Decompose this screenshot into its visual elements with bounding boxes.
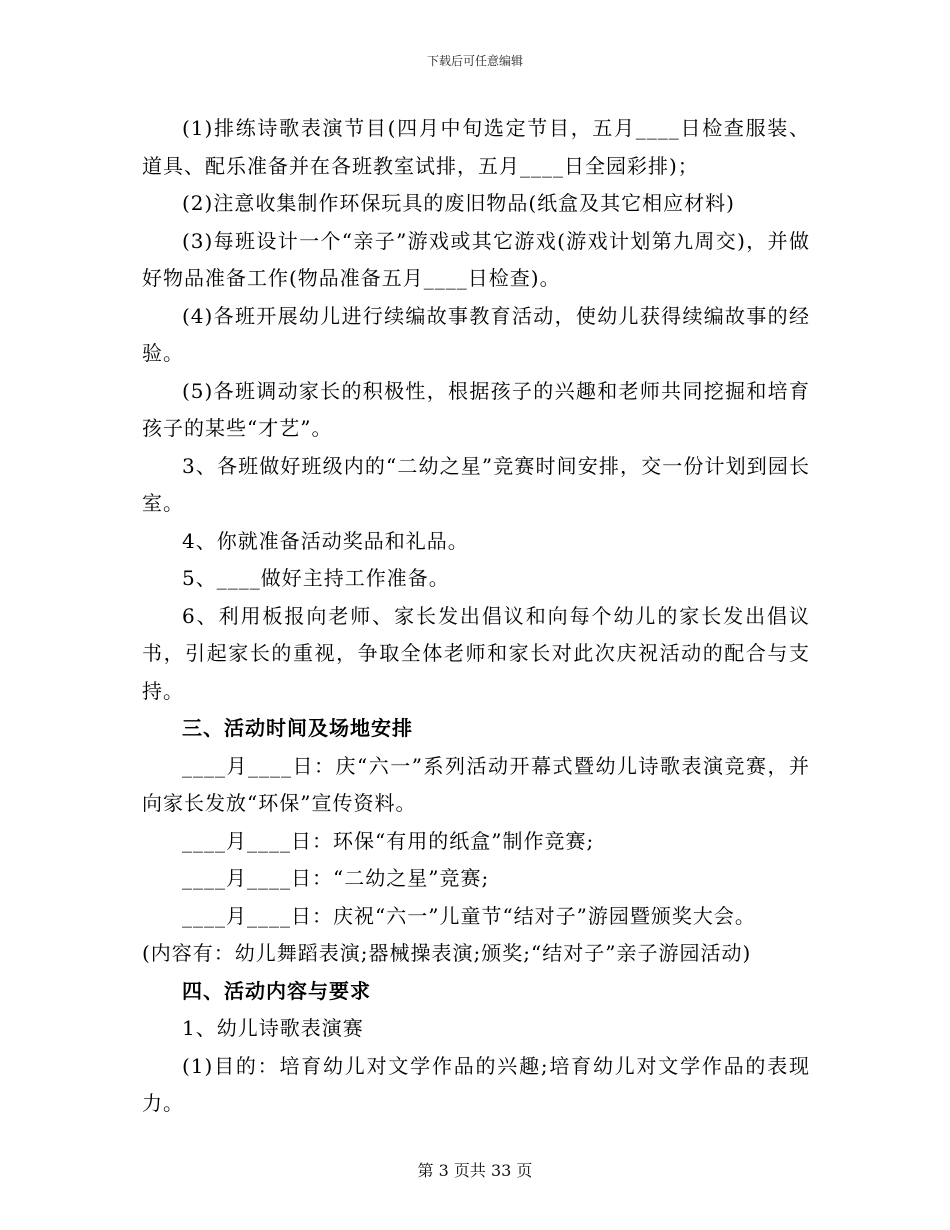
section-heading-content: 四、活动内容与要求 xyxy=(182,978,371,1003)
paragraph-purpose: (1)目的：培育幼儿对文学作品的兴趣;培育幼儿对文学作品的表现力。 xyxy=(142,1053,810,1115)
section-heading-schedule: 三、活动时间及场地安排 xyxy=(182,716,413,740)
paragraph-host: 5、____做好主持工作准备。 xyxy=(182,566,450,590)
schedule-item-star: ____月____日：“二幼之星”竞赛; xyxy=(182,866,490,890)
paragraph-poetry-contest: 1、幼儿诗歌表演赛 xyxy=(182,1016,364,1040)
page-footer: 第 3 页共 33 页 xyxy=(417,1161,533,1180)
schedule-item-carton: ____月____日：环保“有用的纸盒”制作竞赛; xyxy=(182,828,595,853)
schedule-item-contents: (内容有：幼儿舞蹈表演;器械操表演;颁奖;“结对子”亲子游园活动) xyxy=(142,941,752,965)
paragraph-prizes: 4、你就准备活动奖品和礼品。 xyxy=(182,528,469,553)
paragraph-parent-child-game: (3)每班设计一个“亲子”游戏或其它游戏(游戏计划第九周交)，并做好物品准备工作(物品准备五月____日检查)。 xyxy=(142,228,810,290)
paragraph-parent-talent: (5)各班调动家长的积极性，根据孩子的兴趣和老师共同挖掘和培育孩子的某些“才艺”。 xyxy=(142,378,810,440)
paragraph-rehearsal: (1)排练诗歌表演节目(四月中旬选定节目，五月____日检查服装、道具、配乐准备并在各班教室试排，五月____日全园彩排)； xyxy=(142,116,810,178)
document-body xyxy=(142,110,810,1123)
paragraph-star-competition: 3、各班做好班级内的“二幼之星”竞赛时间安排，交一份计划到园长室。 xyxy=(142,453,810,515)
paragraph-proposal: 6、利用板报向老师、家长发出倡议和向每个幼儿的家长发出倡议书，引起家长的重视，争取全体老师和家长对此次庆祝活动的配合与支持。 xyxy=(142,603,810,703)
schedule-item-celebration: ____月____日：庆祝“六一”儿童节“结对子”游园暨颁奖大会。 xyxy=(182,903,756,928)
paragraph-story-activity: (4)各班开展幼儿进行续编故事教育活动，使幼儿获得续编故事的经验。 xyxy=(142,303,810,365)
page-header: 下载后可任意编辑 xyxy=(426,54,523,68)
paragraph-collect-materials: (2)注意收集制作环保玩具的废旧物品(纸盒及其它相应材料) xyxy=(182,191,735,215)
schedule-item-opening: ____月____日：庆“六一”系列活动开幕式暨幼儿诗歌表演竞赛，并向家长发放“环保”宣传资料。 xyxy=(142,753,810,815)
